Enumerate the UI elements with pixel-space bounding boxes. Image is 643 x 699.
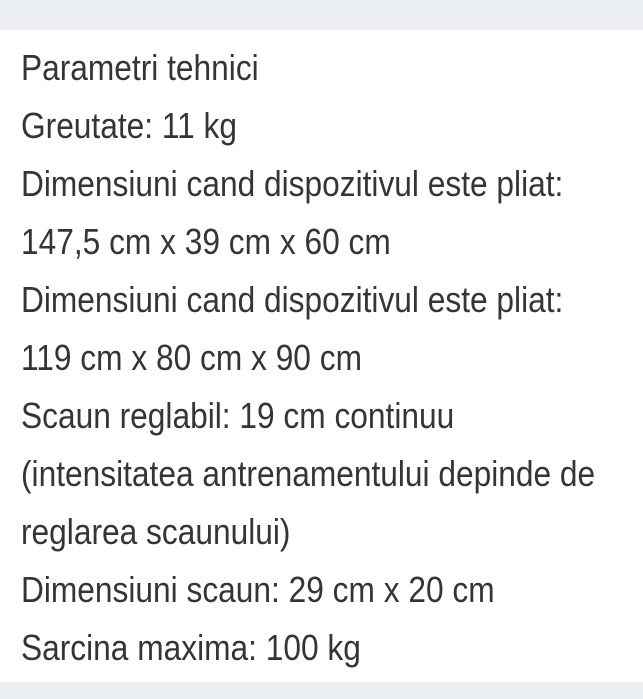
spec-line-seat-dimensions: Dimensiuni scaun: 29 cm x 20 cm bbox=[21, 569, 495, 610]
spec-line-dimensions-folded-value: 147,5 cm x 39 cm x 60 cm bbox=[21, 221, 391, 262]
bottom-separator bbox=[0, 682, 643, 699]
spec-line-note-part1: (intensitatea antrenamentului depinde de bbox=[21, 453, 596, 494]
spec-line-dimensions-unfolded-value: 119 cm x 80 cm x 90 cm bbox=[21, 337, 362, 378]
spec-line-seat-adjustable: Scaun reglabil: 19 cm continuu bbox=[21, 395, 455, 436]
spec-line-dimensions-folded-label: Dimensiuni cand dispozitivul este pliat: bbox=[21, 163, 564, 204]
technical-parameters-text bbox=[0, 30, 643, 677]
top-separator bbox=[0, 0, 643, 30]
spec-line-max-load: Sarcina maxima: 100 kg bbox=[21, 627, 361, 668]
spec-line-dimensions-unfolded-label: Dimensiuni cand dispozitivul este pliat: bbox=[21, 279, 564, 320]
section-title: Parametri tehnici bbox=[21, 47, 259, 88]
spec-line-weight: Greutate: 11 kg bbox=[21, 105, 238, 146]
spec-line-note-part2: reglarea scaunului) bbox=[21, 511, 291, 552]
